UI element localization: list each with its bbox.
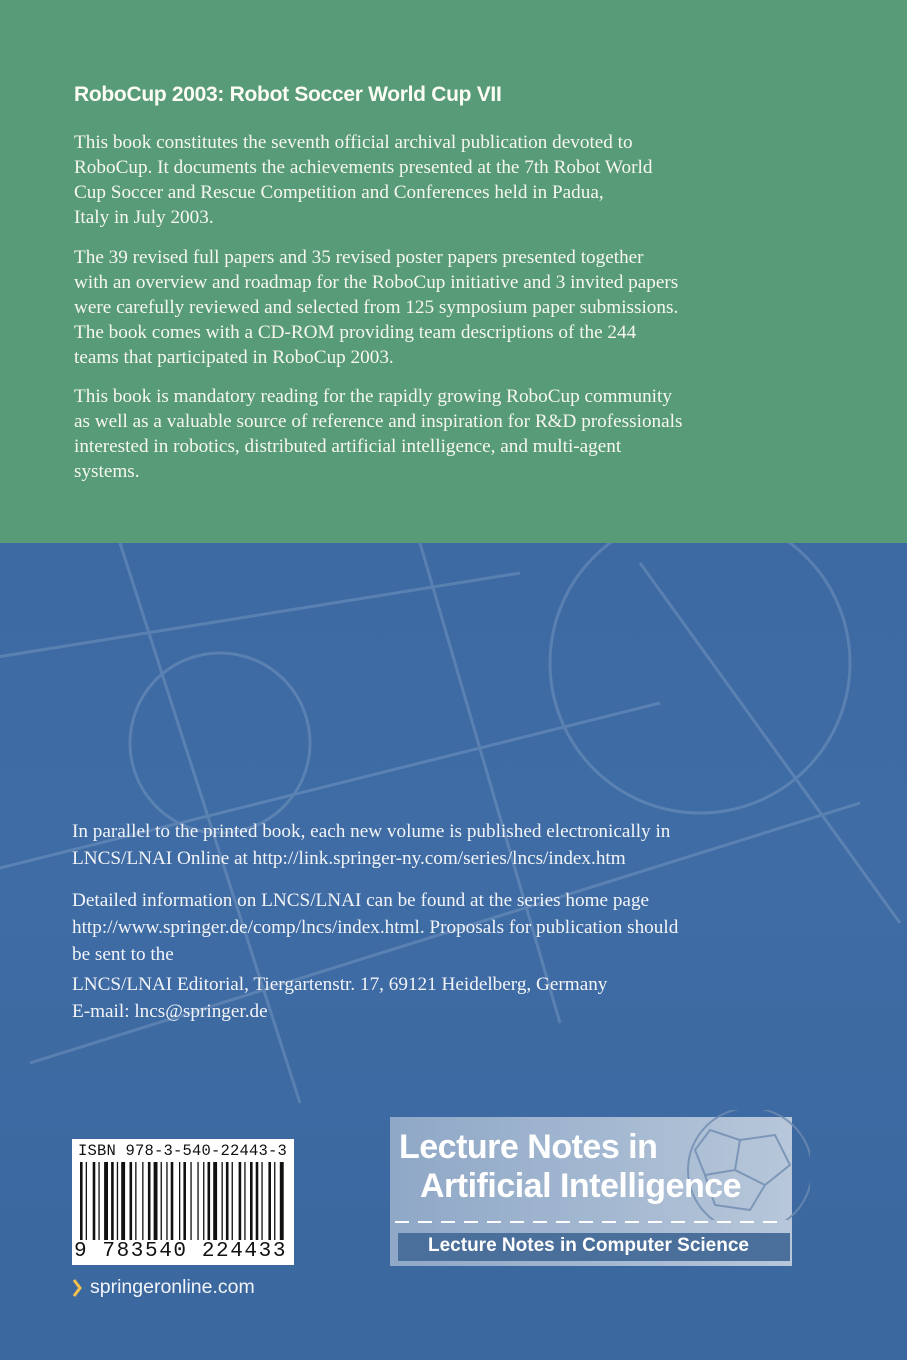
text-line: This book constitutes the seventh official archival publication devoted to xyxy=(74,132,633,153)
text-line: teams that participated in RoboCup 2003. xyxy=(74,347,394,368)
divider-dashes xyxy=(395,1221,785,1223)
editorial-address xyxy=(72,971,607,1025)
barcode-bar xyxy=(93,1162,96,1240)
text-line: systems. xyxy=(74,461,140,482)
barcode-bar xyxy=(250,1162,253,1240)
barcode-bar xyxy=(154,1162,158,1240)
barcode-bars xyxy=(72,1160,294,1242)
parent-series-band xyxy=(398,1233,790,1261)
barcode-bar xyxy=(268,1162,271,1240)
text-line: with an overview and roadmap for the RoboCup initiative and 3 invited papers xyxy=(74,272,679,293)
text-line: E-mail: lncs@springer.de xyxy=(72,1001,268,1022)
barcode-bar xyxy=(148,1162,151,1240)
text-line: Italy in July 2003. xyxy=(74,207,214,228)
barcode-bar xyxy=(280,1162,284,1240)
barcode-digits: 9 783540 224433 xyxy=(74,1240,294,1264)
barcode-bar xyxy=(203,1162,204,1240)
online-info xyxy=(72,818,670,872)
parent-series-label: Lecture Notes in Computer Science xyxy=(428,1235,749,1256)
barcode-bar xyxy=(256,1162,259,1240)
barcode-bar xyxy=(121,1162,125,1240)
barcode-bar xyxy=(226,1162,229,1240)
barcode-bar xyxy=(274,1162,275,1240)
barcode-bar xyxy=(171,1162,174,1240)
barcode-bar xyxy=(80,1162,83,1240)
text-line: In parallel to the printed book, each new volume is published electronically in xyxy=(72,821,671,842)
text-line: Cup Soccer and Rescue Competition and Conferences held in Padua, xyxy=(74,182,604,203)
barcode-bar xyxy=(222,1162,223,1240)
text-line: interested in robotics, distributed artificial intelligence, and multi-agent xyxy=(74,436,622,457)
barcode-bar xyxy=(239,1162,242,1240)
barcode-bar xyxy=(183,1162,186,1240)
text-line: LNCS/LNAI Editorial, Tiergartenstr. 17, 69121 Heidelberg, Germany xyxy=(72,974,608,995)
synopsis-paragraph-3 xyxy=(74,384,794,484)
synopsis-paragraph-1 xyxy=(74,130,794,230)
text-line: This book is mandatory reading for the rapidly growing RoboCup community xyxy=(74,386,672,407)
text-line: as well as a valuable source of reference and inspiration for R&D professionals xyxy=(74,411,683,432)
text-line: Detailed information on LNCS/LNAI can be found at the series home page xyxy=(72,890,650,911)
text-line: http://www.springer.de/comp/lncs/index.html. Proposals for publication should xyxy=(72,917,679,938)
synopsis-panel xyxy=(0,0,907,543)
series-title-line-2: Artificial Intelligence xyxy=(420,1167,742,1205)
text-line: The 39 revised full papers and 35 revised poster papers presented together xyxy=(74,247,644,268)
barcode-bar xyxy=(117,1162,118,1240)
text-line: RoboCup. It documents the achievements presented at the 7th Robot World xyxy=(74,157,653,178)
barcode-bar xyxy=(261,1162,262,1240)
series-homepage-info xyxy=(72,887,678,968)
text-line: The book comes with a CD-ROM providing team descriptions of the 244 xyxy=(74,322,637,343)
barcode-bar xyxy=(244,1162,245,1240)
barcode-bar xyxy=(161,1162,162,1240)
barcode-bar xyxy=(232,1162,233,1240)
barcode-bar xyxy=(166,1162,167,1240)
chevron-right-icon xyxy=(72,1278,82,1298)
barcode-bar xyxy=(135,1162,136,1240)
text-line: be sent to the xyxy=(72,944,174,965)
text-line: LNCS/LNAI Online at http://link.springer-ny.com/series/lncs/index.htm xyxy=(72,848,626,869)
text-line: were carefully reviewed and selected from 125 symposium paper submissions. xyxy=(74,297,679,318)
barcode-bar xyxy=(197,1162,198,1240)
barcode-bar xyxy=(179,1162,180,1240)
series-title-line-1: Lecture Notes in xyxy=(399,1128,658,1166)
barcode-bar xyxy=(98,1162,99,1240)
barcode-bar xyxy=(208,1162,211,1240)
barcode-bar xyxy=(213,1162,217,1240)
publisher-website: springeronline.com xyxy=(90,1276,255,1298)
barcode-bar xyxy=(142,1162,143,1240)
isbn-label: ISBN 978-3-540-22443-3 xyxy=(78,1142,288,1160)
book-title: RoboCup 2003: Robot Soccer World Cup VII xyxy=(74,83,502,106)
barcode-bar xyxy=(111,1162,114,1240)
barcode-bar xyxy=(86,1162,87,1240)
barcode-bar xyxy=(104,1162,108,1240)
barcode-bar xyxy=(190,1162,191,1240)
barcode-bar xyxy=(130,1162,133,1240)
synopsis-paragraph-2 xyxy=(74,245,794,370)
